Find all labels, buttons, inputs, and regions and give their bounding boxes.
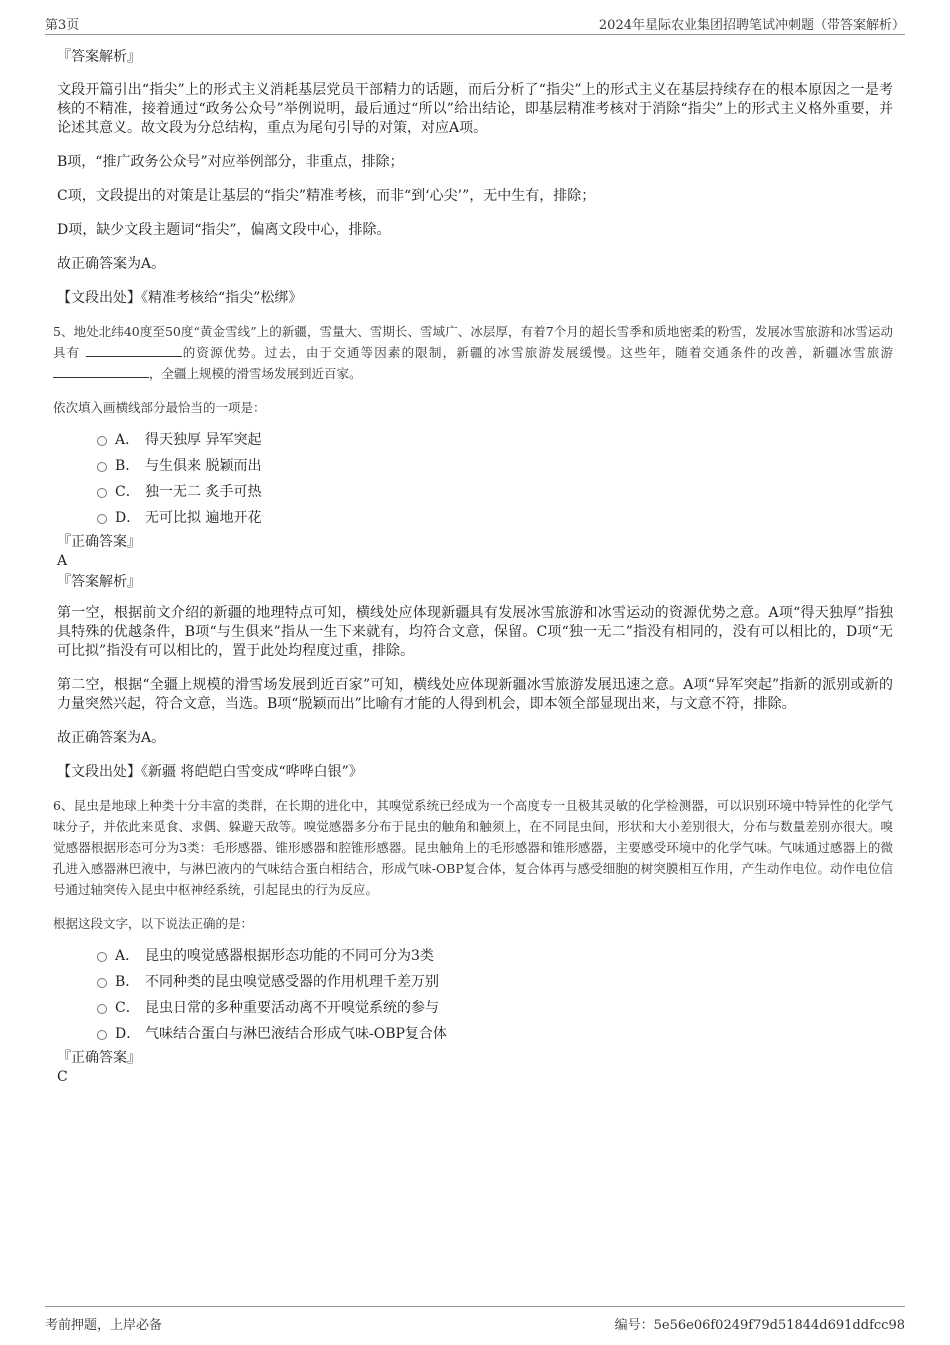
analysis-paragraph: B项，“推广政务公众号”对应举例部分，非重点，排除； <box>57 154 404 170</box>
page-footer <box>45 1306 905 1331</box>
analysis-paragraph: C项，文段提出的对策是让基层的“指尖”精准考核，而非“到‘心尖’”，无中生有，排除； <box>57 188 596 204</box>
question-prompt: 根据这段文字，以下说法正确的是： <box>53 916 254 931</box>
option-d[interactable] <box>57 505 893 531</box>
radio-icon[interactable] <box>97 978 107 988</box>
option-text: 独一无二 炙手可热 <box>145 484 262 500</box>
analysis-label: 『答案解析』 <box>57 49 141 65</box>
option-c[interactable] <box>57 995 893 1021</box>
option-letter: B． <box>115 458 140 474</box>
page-header <box>45 14 905 35</box>
correct-answer-label: 『正确答案』 <box>57 534 141 550</box>
option-letter: C． <box>115 484 140 500</box>
page-number: 第3页 <box>45 18 80 33</box>
option-letter: A． <box>115 948 140 964</box>
correct-answer-label: 『正确答案』 <box>57 1050 141 1066</box>
analysis-paragraph: 第二空，根据“全疆上规模的滑雪场发展到近百家”可知，横线处应体现新疆冰雪旅游发展迅速之意。A项“异军突起”指新的派别或新的力量突然兴起，符合文意，当选。B项“脱颖而出”比喻有才能的人得到机会，即本领全部显现出来，与文意不符，排除。 <box>57 677 893 712</box>
document-title: 2024年星际农业集团招聘笔试冲刺题（带答案解析） <box>598 18 905 33</box>
option-b[interactable] <box>57 969 893 995</box>
radio-icon[interactable] <box>97 1030 107 1040</box>
radio-icon[interactable] <box>97 514 107 524</box>
question-stem <box>53 321 893 384</box>
option-text: 气味结合蛋白与淋巴液结合形成气味-OBP复合体 <box>145 1026 447 1042</box>
radio-icon[interactable] <box>97 436 107 446</box>
fill-blank <box>53 365 149 378</box>
option-text: 不同种类的昆虫嗅觉感受器的作用机理千差万别 <box>145 974 439 990</box>
document-id: 编号：5e56e06f0249f79d51844d691ddfcc98 <box>614 1318 905 1333</box>
footer-slogan: 考前押题，上岸必备 <box>45 1318 163 1333</box>
option-letter: D． <box>115 1026 141 1042</box>
question-stem-part: 5、地处北纬40度至50度“黄金雪线”上的新疆，雪量大、雪期长、雪域广、冰层厚，有着7个月的超长雪季和质地密柔的粉雪，发展冰雪旅游和冰雪运动具有 <box>53 324 893 360</box>
option-text: 无可比拟 遍地开花 <box>145 510 262 526</box>
correct-answer: C <box>57 1069 68 1085</box>
option-text: 得天独厚 异军突起 <box>145 432 262 448</box>
option-a[interactable] <box>57 943 893 969</box>
answer-conclusion: 故正确答案为A。 <box>57 730 166 746</box>
option-text: 昆虫的嗅觉感器根据形态功能的不同可分为3类 <box>145 948 434 964</box>
radio-icon[interactable] <box>97 952 107 962</box>
options-list <box>57 943 893 1047</box>
question-stem-part: ，全疆上规模的滑雪场发展到近百家。 <box>149 366 362 381</box>
analysis-label: 『答案解析』 <box>57 574 141 590</box>
answer-conclusion: 故正确答案为A。 <box>57 256 166 272</box>
option-letter: D． <box>115 510 141 526</box>
option-d[interactable] <box>57 1021 893 1047</box>
option-text: 昆虫日常的多种重要活动离不开嗅觉系统的参与 <box>145 1000 439 1016</box>
fill-blank <box>86 344 182 357</box>
page-content <box>53 44 893 1086</box>
question-stem-part: 的资源优势。过去，由于交通等因素的限制，新疆的冰雪旅游发展缓慢。这些年，随着交通条件的改善，新疆冰雪旅游 <box>181 345 893 360</box>
option-letter: C． <box>115 1000 140 1016</box>
option-c[interactable] <box>57 479 893 505</box>
options-list <box>57 427 893 531</box>
radio-icon[interactable] <box>97 1004 107 1014</box>
option-b[interactable] <box>57 453 893 479</box>
source-citation: 【文段出处】《精准考核给“指尖”松绑》 <box>57 290 303 306</box>
question-stem: 6、昆虫是地球上种类十分丰富的类群，在长期的进化中，其嗅觉系统已经成为一个高度专一且极其灵敏的化学检测器，可以识别环境中特异性的化学气味分子，并依此来觅食、求偶、躲避天敌等。嗅觉感器多分布于昆虫的触角和触须上，在不同昆虫间，形状和大小差别很大，分布与数量差别亦很大。嗅觉感器根据形态可分为3类：毛形感器、锥形感器和腔锥形感器。昆虫触角上的毛形感器和锥形感器，主要感受环境中的化学气味。气味通过感器上的微孔进入感器淋巴液中，与淋巴液内的气味结合蛋白相结合，形成气味-OBP复合体，复合体再与感受细胞的树突膜相互作用，产生动作电位。动作电位信号通过轴突传入昆虫中枢神经系统，引起昆虫的行为反应。 <box>53 798 893 897</box>
option-text: 与生俱来 脱颖而出 <box>145 458 262 474</box>
option-letter: B． <box>115 974 140 990</box>
radio-icon[interactable] <box>97 462 107 472</box>
option-letter: A． <box>115 432 140 448</box>
question-prompt: 依次填入画横线部分最恰当的一项是： <box>53 400 266 415</box>
analysis-paragraph: 文段开篇引出“指尖”上的形式主义消耗基层党员干部精力的话题，而后分析了“指尖”上的形式主义在基层持续存在的根本原因之一是考核的不精准，接着通过“政务公众号”举例说明，最后通过“所以”给出结论，即基层精准考核对于消除“指尖”上的形式主义格外重要，并论述其意义。故文段为分总结构，重点为尾句引导的对策，对应A项。 <box>57 82 893 136</box>
analysis-paragraph: 第一空，根据前文介绍的新疆的地理特点可知，横线处应体现新疆具有发展冰雪旅游和冰雪运动的资源优势之意。A项“得天独厚”指独具特殊的优越条件，B项“与生俱来”指从一生下来就有，均符合文意，保留。C项“独一无二”指没有相同的，没有可以相比的，D项“无可比拟”指没有可以相比的，置于此处均程度过重，排除。 <box>57 605 893 659</box>
option-a[interactable] <box>57 427 893 453</box>
radio-icon[interactable] <box>97 488 107 498</box>
source-citation: 【文段出处】《新疆 将皑皑白雪变成“哗哗白银”》 <box>57 764 363 780</box>
correct-answer: A <box>57 553 68 569</box>
analysis-paragraph: D项，缺少文段主题词“指尖”，偏离文段中心，排除。 <box>57 222 391 238</box>
